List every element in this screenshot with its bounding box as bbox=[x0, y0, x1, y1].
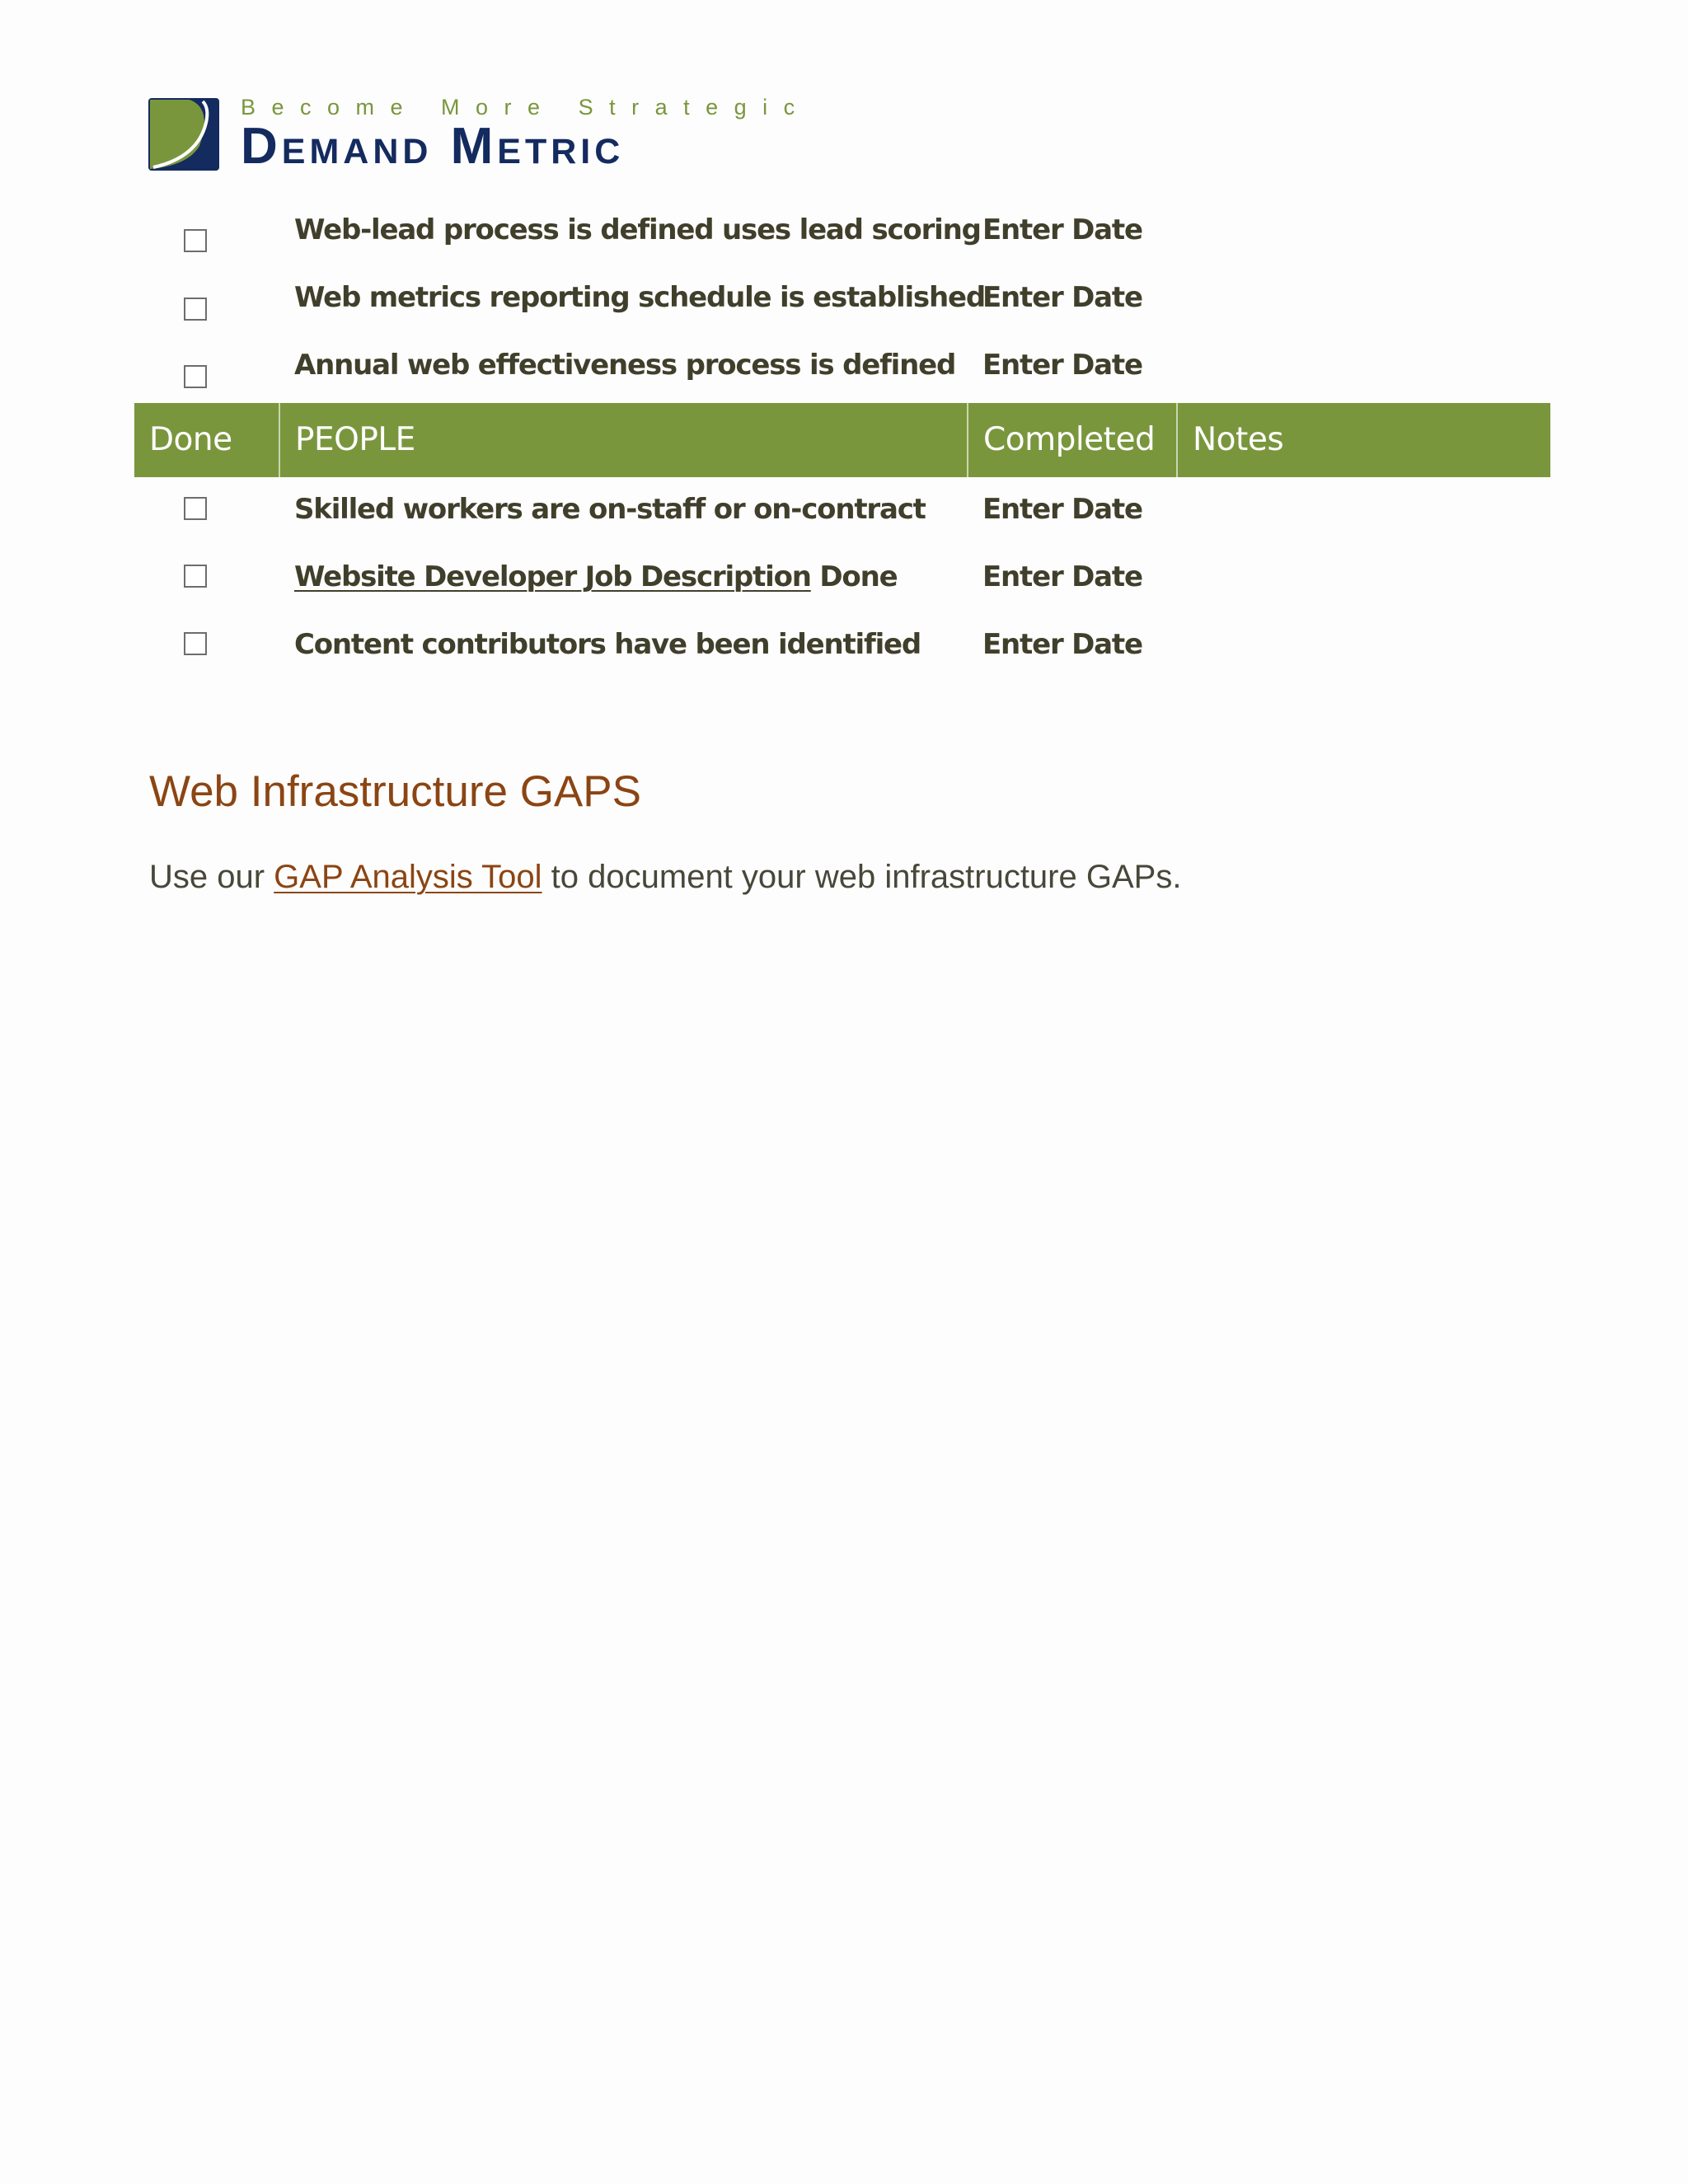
logo-tagline: Become More Strategic bbox=[241, 95, 811, 120]
header-completed: Completed bbox=[983, 421, 1156, 458]
gap-analysis-tool-link[interactable]: GAP Analysis Tool bbox=[274, 859, 542, 895]
gaps-body-prefix: Use our bbox=[149, 859, 274, 895]
item-label: Web-lead process is defined uses lead scoring bbox=[294, 213, 981, 246]
checklist-row bbox=[134, 269, 1550, 337]
date-field[interactable]: Enter Date bbox=[982, 281, 1142, 314]
done-checkbox[interactable] bbox=[184, 229, 207, 252]
gaps-heading: Web Infrastructure GAPS bbox=[149, 767, 641, 816]
done-checkbox[interactable] bbox=[184, 632, 207, 655]
checklist-row bbox=[134, 202, 1550, 269]
item-label: Web metrics reporting schedule is established bbox=[294, 281, 985, 314]
checklist-row bbox=[134, 478, 1550, 546]
item-label: Content contributors have been identified bbox=[294, 628, 921, 661]
done-checkbox[interactable] bbox=[184, 298, 207, 321]
header-notes: Notes bbox=[1193, 421, 1284, 458]
checklist-row bbox=[134, 613, 1550, 681]
date-field[interactable]: Enter Date bbox=[982, 560, 1142, 593]
gaps-body-suffix: to document your web infrastructure GAPs. bbox=[542, 859, 1182, 895]
item-label: Skilled workers are on-staff or on-contract bbox=[294, 493, 926, 526]
header-done: Done bbox=[149, 421, 232, 458]
date-field[interactable]: Enter Date bbox=[982, 349, 1142, 382]
job-description-link[interactable]: Website Developer Job Description bbox=[294, 560, 811, 593]
gaps-body bbox=[149, 859, 1181, 896]
date-field[interactable]: Enter Date bbox=[982, 493, 1142, 526]
people-table-header bbox=[134, 403, 1550, 477]
done-checkbox[interactable] bbox=[184, 565, 207, 588]
item-label: Annual web effectiveness process is defined bbox=[294, 349, 956, 382]
done-checkbox[interactable] bbox=[184, 497, 207, 520]
logo-name: Demand Metric bbox=[241, 118, 625, 175]
checklist-row bbox=[134, 546, 1550, 613]
checklist-row bbox=[134, 337, 1550, 405]
demand-metric-logo[interactable] bbox=[148, 95, 811, 177]
item-label-suffix: Done bbox=[810, 560, 898, 593]
item-label bbox=[294, 560, 897, 593]
done-checkbox[interactable] bbox=[184, 365, 207, 388]
date-field[interactable]: Enter Date bbox=[982, 213, 1142, 246]
header-category: PEOPLE bbox=[295, 421, 415, 458]
logo-mark-icon bbox=[148, 98, 219, 171]
date-field[interactable]: Enter Date bbox=[982, 628, 1142, 661]
